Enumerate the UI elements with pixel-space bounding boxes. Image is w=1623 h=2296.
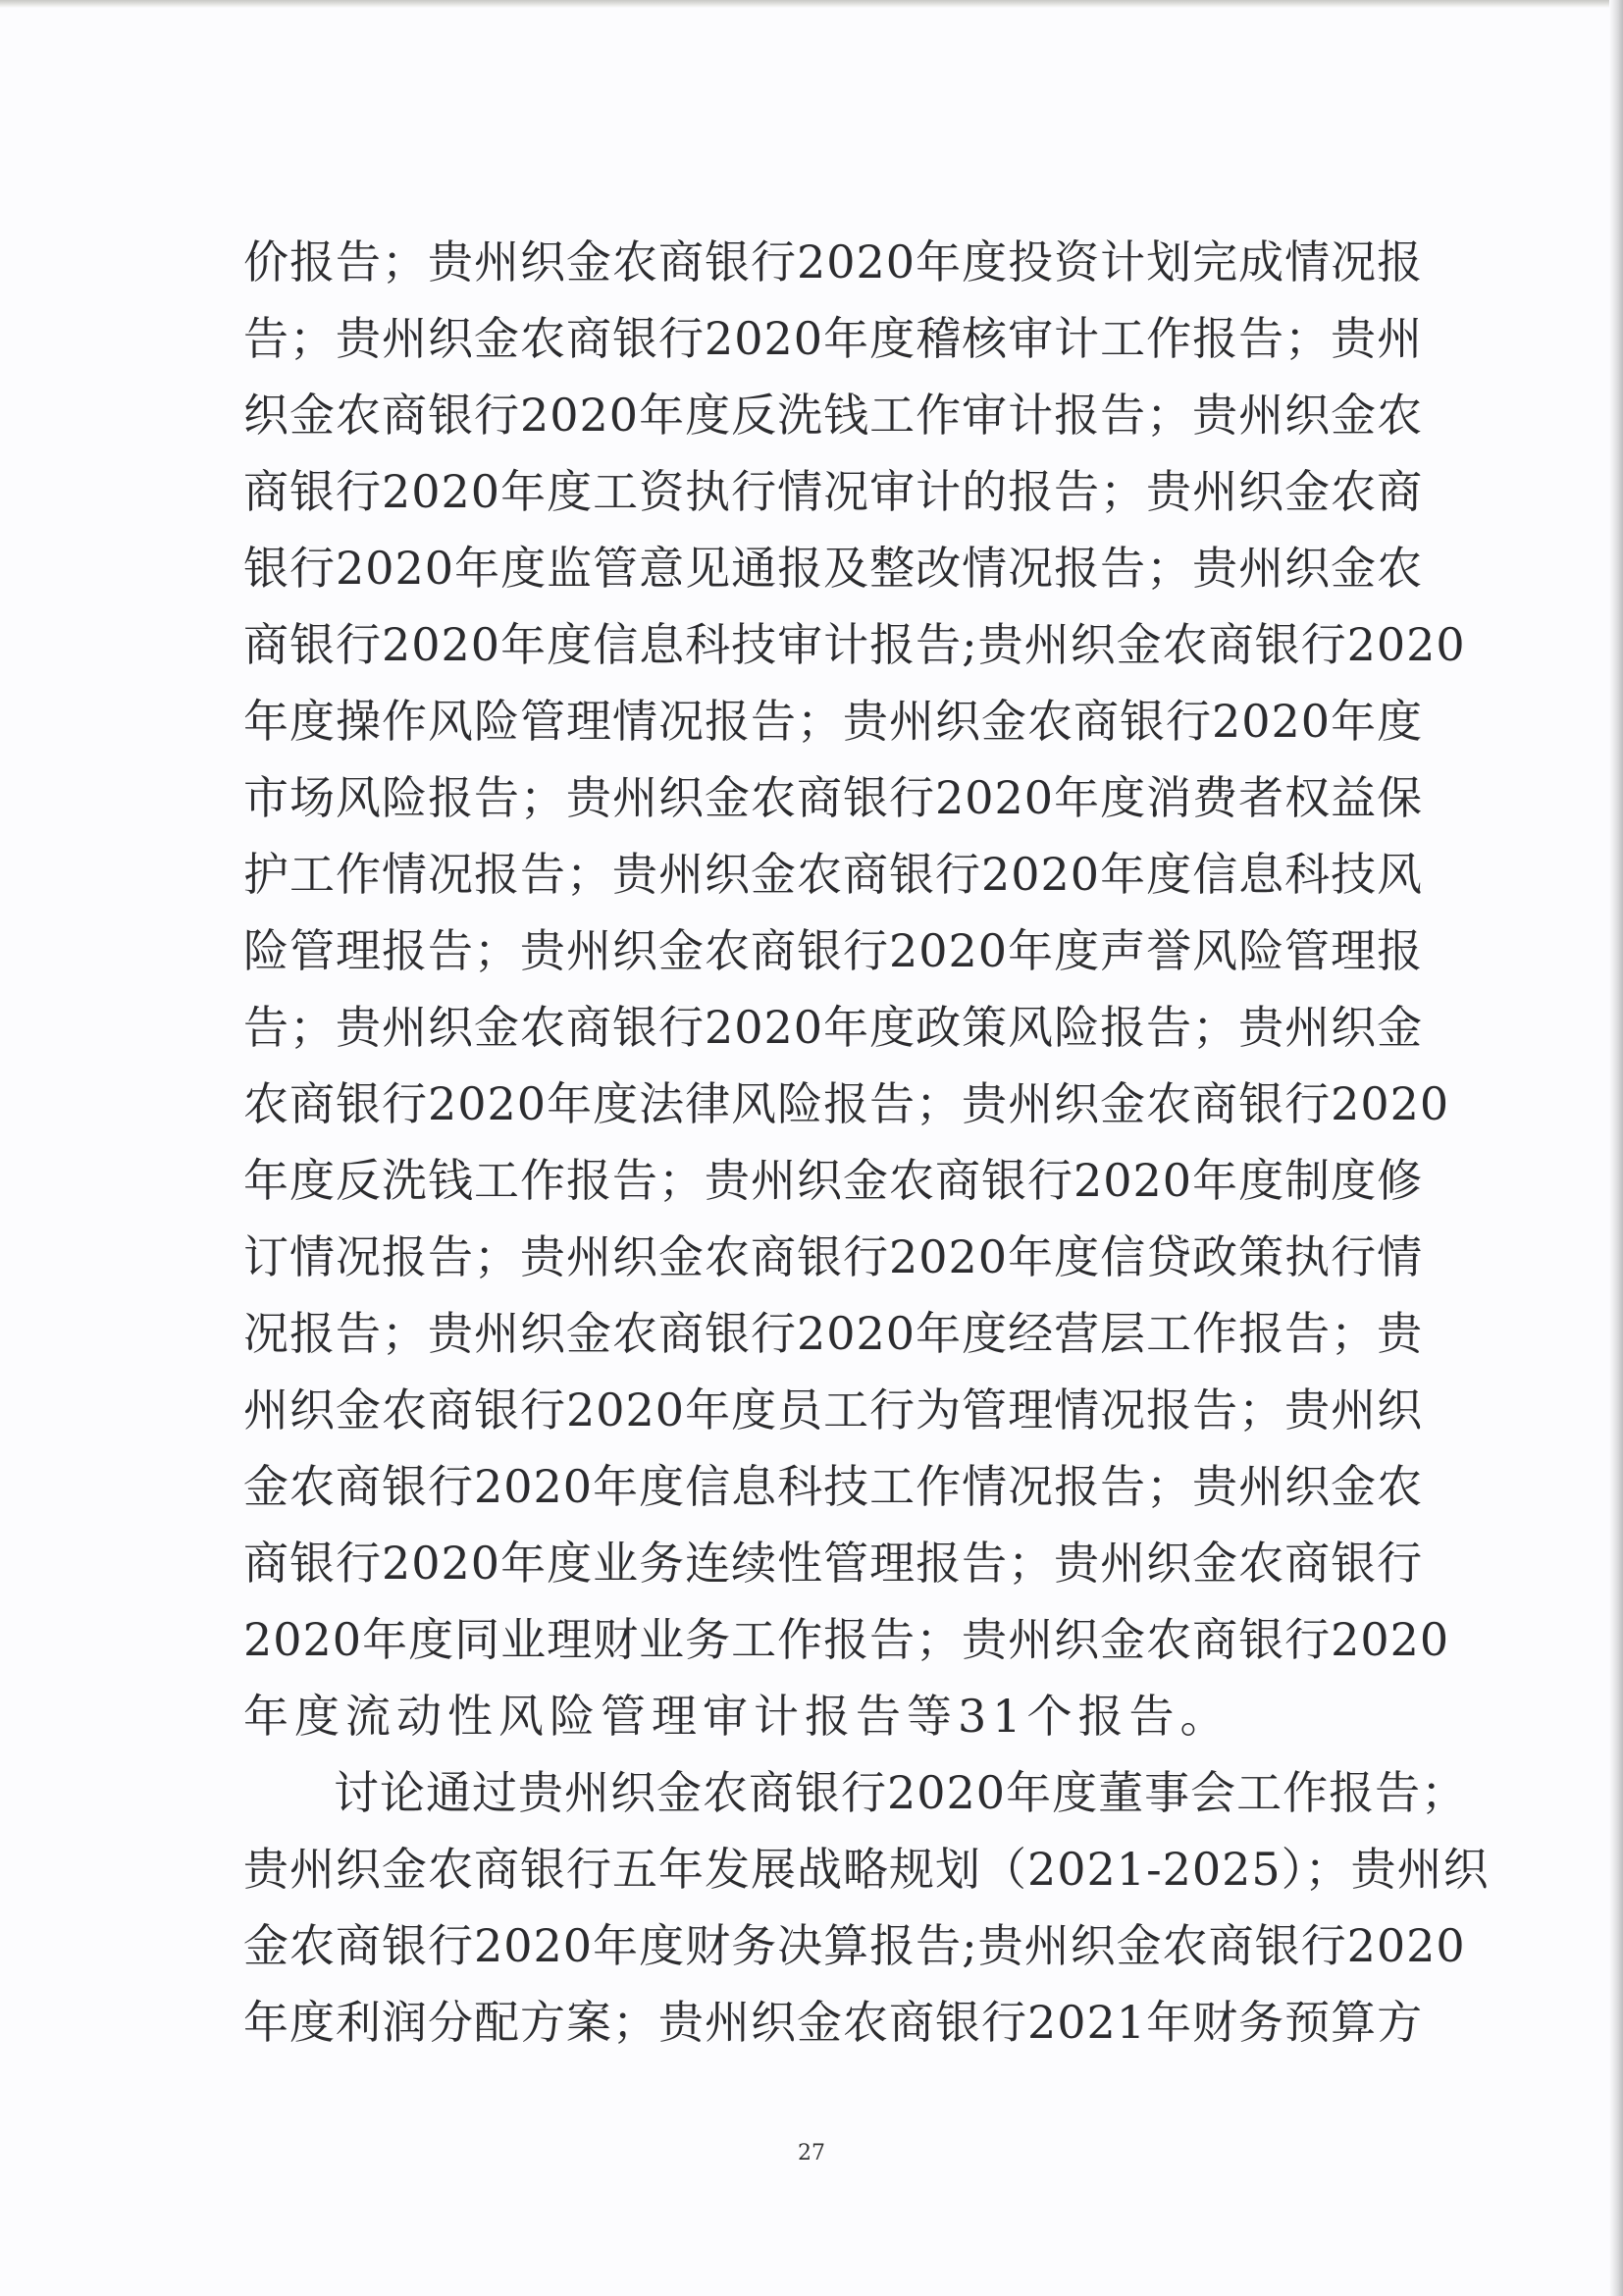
text-line: 商银行2020年度业务连续性管理报告；贵州织金农商银行 [243,1537,1424,1590]
text-line: 织金农商银行2020年度反洗钱工作审计报告；贵州织金农 [243,389,1424,442]
text-line: 年度流动性风险管理审计报告等31个报告。 [243,1690,1231,1743]
text-line: 讨论通过贵州织金农商银行2020年度董事会工作报告； [334,1766,1468,1819]
text-line: 告；贵州织金农商银行2020年度政策风险报告；贵州织金 [243,1001,1424,1054]
text-line: 商银行2020年度信息科技审计报告;贵州织金农商银行2020 [243,618,1466,671]
text-line: 险管理报告；贵州织金农商银行2020年度声誉风险管理报 [243,924,1424,977]
text-line: 订情况报告；贵州织金农商银行2020年度信贷政策执行情 [243,1230,1424,1283]
text-line: 州织金农商银行2020年度员工行为管理情况报告；贵州织 [243,1383,1424,1436]
text-line: 商银行2020年度工资执行情况审计的报告；贵州织金农商 [243,465,1424,518]
text-line: 金农商银行2020年度财务决算报告;贵州织金农商银行2020 [243,1919,1466,1972]
text-line: 年度反洗钱工作报告；贵州织金农商银行2020年度制度修 [243,1154,1424,1207]
text-line: 年度操作风险管理情况报告；贵州织金农商银行2020年度 [243,695,1424,748]
text-line: 市场风险报告；贵州织金农商银行2020年度消费者权益保 [243,771,1424,824]
page-number: 27 [798,2141,825,2166]
text-line: 况报告；贵州织金农商银行2020年度经营层工作报告；贵 [243,1307,1424,1360]
paragraph-1 [243,224,1466,1754]
text-line: 农商银行2020年度法律风险报告；贵州织金农商银行2020 [243,1077,1450,1130]
text-line: 年度利润分配方案；贵州织金农商银行2021年财务预算方 [243,1996,1424,2049]
scan-edge-right [1609,0,1623,2296]
text-line: 告；贵州织金农商银行2020年度稽核审计工作报告；贵州 [243,312,1424,365]
document-body [243,224,1490,2061]
text-line: 价报告；贵州织金农商银行2020年度投资计划完成情况报 [243,235,1424,288]
scan-edge-top [0,0,1623,8]
text-line: 银行2020年度监管意见通报及整改情况报告；贵州织金农 [243,542,1424,595]
text-line: 护工作情况报告；贵州织金农商银行2020年度信息科技风 [243,848,1424,901]
text-line: 金农商银行2020年度信息科技工作情况报告；贵州织金农 [243,1460,1424,1513]
paragraph-2 [243,1754,1490,2061]
text-line: 贵州织金农商银行五年发展战略规划（2021-2025）；贵州织 [243,1843,1490,1896]
text-line: 2020年度同业理财业务工作报告；贵州织金农商银行2020 [243,1613,1450,1666]
